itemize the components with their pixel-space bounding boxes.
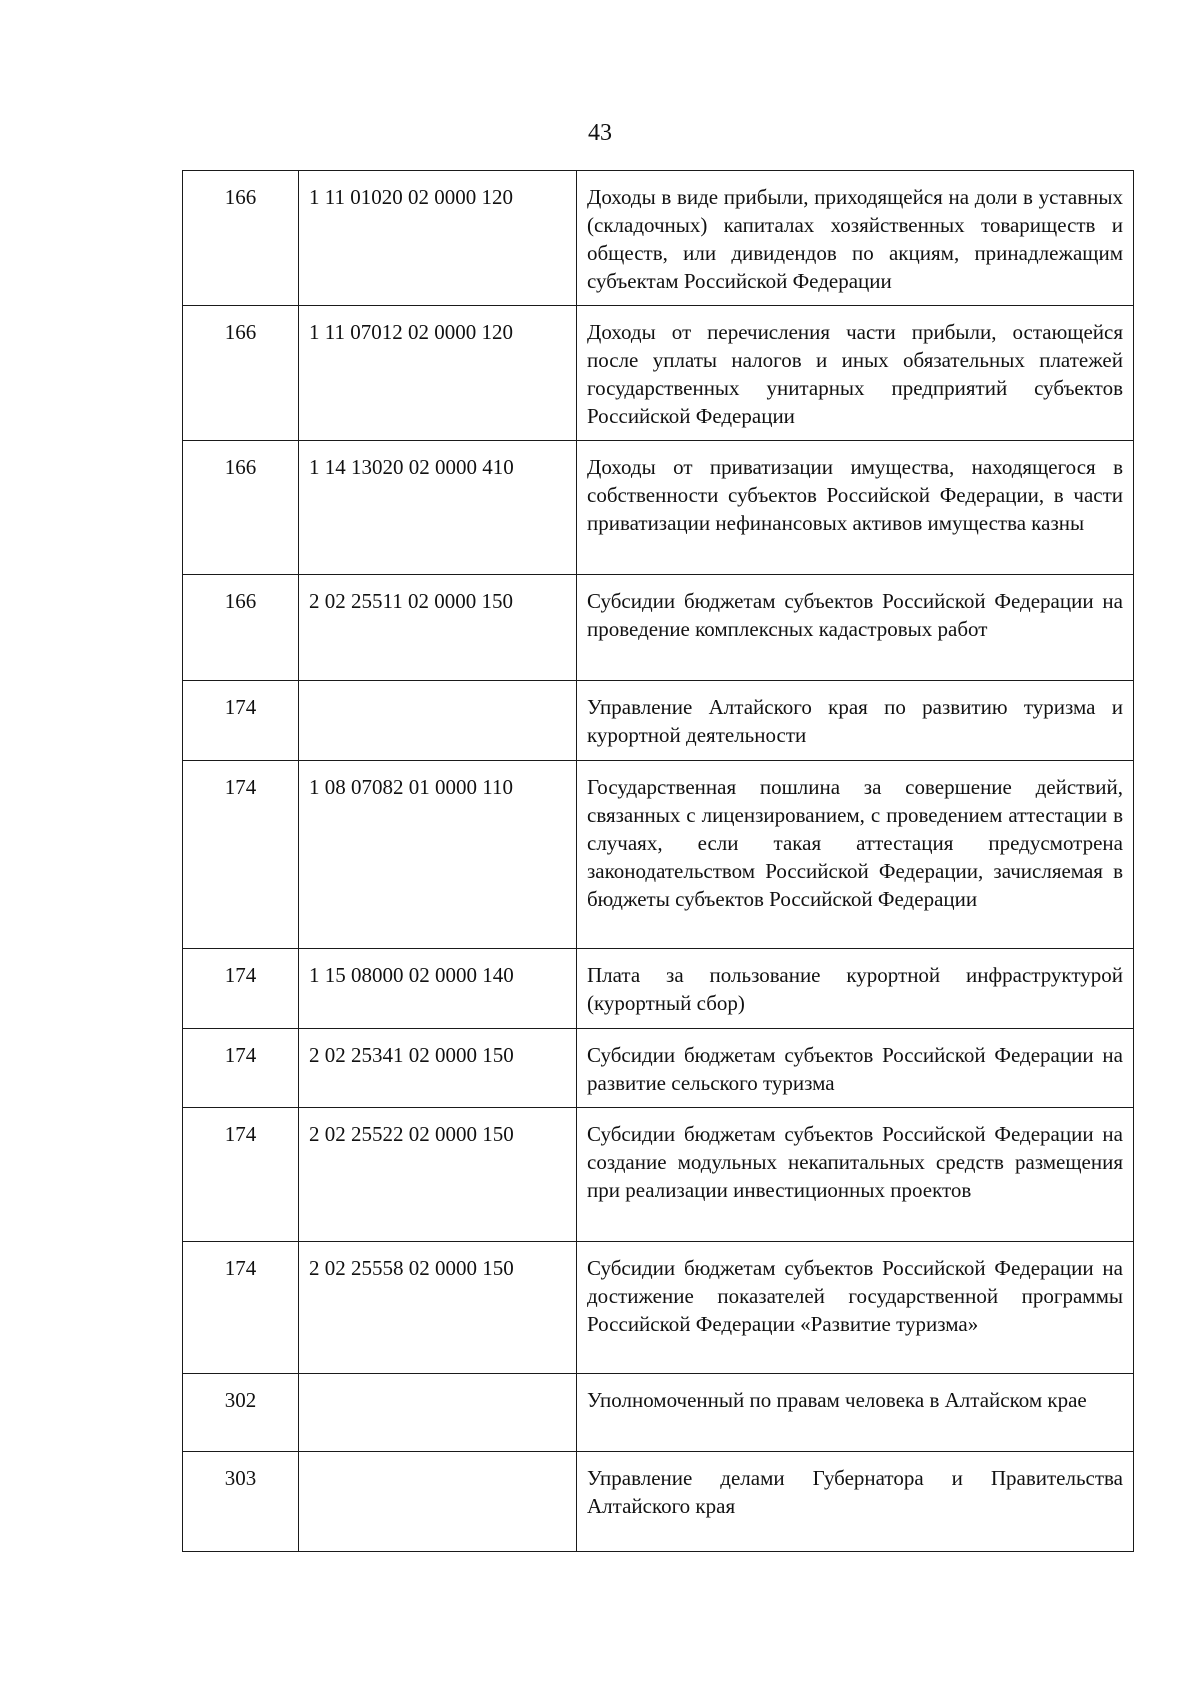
revenue-description-cell: Государственная пошлина за совершение действий, связанных с лицензированием, с проведением аттестации в случаях, если такая аттестация предусмотрена законодательством Российской Федерации, зачисляемая в бюджеты субъектов Российской Федерации (577, 761, 1134, 949)
admin-code-cell: 166 (183, 306, 299, 441)
table-row (183, 575, 1134, 681)
revenue-description-cell: Субсидии бюджетам субъектов Российской Федерации на проведение комплексных кадастровых работ (577, 575, 1134, 681)
budget-code-cell (299, 681, 577, 761)
admin-code-cell: 302 (183, 1374, 299, 1452)
revenue-description-cell: Субсидии бюджетам субъектов Российской Федерации на достижение показателей государственной программы Российской Федерации «Развитие туризма» (577, 1242, 1134, 1374)
budget-code-cell: 2 02 25341 02 0000 150 (299, 1029, 577, 1108)
table-row (183, 761, 1134, 949)
table-row (183, 1108, 1134, 1242)
revenue-description-cell: Доходы от перечисления части прибыли, остающейся после уплаты налогов и иных обязательных платежей государственных унитарных предприятий субъектов Российской Федерации (577, 306, 1134, 441)
revenue-description-cell: Доходы в виде прибыли, приходящейся на доли в уставных (складочных) капиталах хозяйственных товариществ и обществ, или дивидендов по акциям, принадлежащим субъектам Российской Федерации (577, 171, 1134, 306)
revenue-description-cell: Доходы от приватизации имущества, находящегося в собственности субъектов Российской Федерации, в части приватизации нефинансовых активов имущества казны (577, 441, 1134, 575)
admin-code-cell: 174 (183, 949, 299, 1029)
budget-code-cell: 2 02 25558 02 0000 150 (299, 1242, 577, 1374)
revenue-description-cell: Управление делами Губернатора и Правительства Алтайского края (577, 1452, 1134, 1552)
table-row (183, 306, 1134, 441)
revenue-description-cell: Управление Алтайского края по развитию туризма и курортной деятельности (577, 681, 1134, 761)
table-row (183, 949, 1134, 1029)
table-row (183, 1374, 1134, 1452)
admin-code-cell: 174 (183, 1108, 299, 1242)
revenue-description-cell: Субсидии бюджетам субъектов Российской Федерации на развитие сельского туризма (577, 1029, 1134, 1108)
admin-code-cell: 166 (183, 441, 299, 575)
admin-code-cell: 166 (183, 171, 299, 306)
budget-code-cell: 1 11 07012 02 0000 120 (299, 306, 577, 441)
table-row (183, 1452, 1134, 1552)
page-number: 43 (588, 120, 612, 146)
revenue-description-cell: Плата за пользование курортной инфраструктурой (курортный сбор) (577, 949, 1134, 1029)
budget-code-cell: 1 14 13020 02 0000 410 (299, 441, 577, 575)
admin-code-cell: 174 (183, 681, 299, 761)
revenue-classification-table (182, 170, 1134, 1552)
revenue-description-cell: Уполномоченный по правам человека в Алтайском крае (577, 1374, 1134, 1452)
budget-code-cell: 1 11 01020 02 0000 120 (299, 171, 577, 306)
table-row (183, 681, 1134, 761)
table-row (183, 441, 1134, 575)
budget-code-cell: 2 02 25522 02 0000 150 (299, 1108, 577, 1242)
budget-code-cell: 1 15 08000 02 0000 140 (299, 949, 577, 1029)
budget-code-cell (299, 1374, 577, 1452)
admin-code-cell: 166 (183, 575, 299, 681)
revenue-description-cell: Субсидии бюджетам субъектов Российской Федерации на создание модульных некапитальных средств размещения при реализации инвестиционных проектов (577, 1108, 1134, 1242)
budget-code-cell: 1 08 07082 01 0000 110 (299, 761, 577, 949)
budget-code-cell (299, 1452, 577, 1552)
admin-code-cell: 174 (183, 1242, 299, 1374)
admin-code-cell: 303 (183, 1452, 299, 1552)
table-row (183, 1029, 1134, 1108)
budget-code-cell: 2 02 25511 02 0000 150 (299, 575, 577, 681)
table-row (183, 171, 1134, 306)
admin-code-cell: 174 (183, 761, 299, 949)
admin-code-cell: 174 (183, 1029, 299, 1108)
table-row (183, 1242, 1134, 1374)
